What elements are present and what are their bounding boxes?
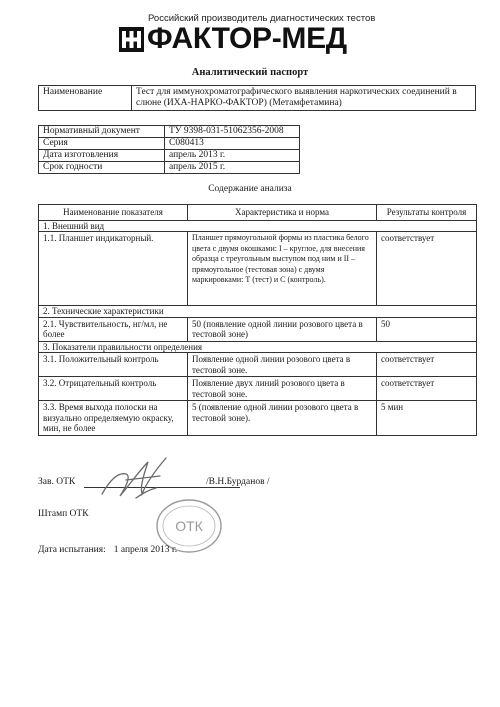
table-row — [39, 377, 477, 401]
table-row — [39, 232, 477, 306]
spec-row — [39, 150, 300, 162]
analysis-header-row — [39, 205, 477, 221]
company-name: ФАКТОР-МЕД — [147, 22, 347, 55]
product-table — [38, 85, 476, 111]
spec-label: Серия — [39, 138, 165, 150]
spec-label: Срок годности — [39, 162, 165, 174]
indicator-result: соответствует — [377, 377, 477, 401]
otk-head-label: Зав. ОТК — [38, 477, 76, 487]
contents-heading: Содержание анализа — [208, 184, 292, 194]
spec-label: Дата изготовления — [39, 150, 165, 162]
indicator-result: соответствует — [377, 232, 477, 306]
manufacturer-tagline: Российский производитель диагностических тестов — [148, 13, 376, 24]
spec-row — [39, 138, 300, 150]
indicator-name: 2.1. Чувствительность, нг/мл, не более — [39, 317, 188, 341]
spec-label: Нормативный документ — [39, 126, 165, 138]
faktor-med-logo-icon — [118, 26, 145, 53]
indicator-norm: Появление одной линии розового цвета в тестовой зоне. — [188, 353, 377, 377]
spec-row — [39, 162, 300, 174]
indicator-result: соответствует — [377, 353, 477, 377]
indicator-norm: 50 (появление одной линии розового цвета в тестовой зоне) — [188, 317, 377, 341]
spec-value: ТУ 9398-031-51062356-2008 — [165, 126, 300, 138]
indicator-norm: Планшет прямоугольной формы из пластика белого цвета с двумя окошками: I – круглое, для внесения образца с треугольным выступом под ним и II – прямоугольное (тестовая зона) с двумя маркировками: Т (тест) и С (контроль). — [188, 232, 377, 306]
indicator-name: 3.2. Отрицательный контроль — [39, 377, 188, 401]
indicator-name: 3.3. Время выхода полоски на визуально определяемую окраску, мин, не более — [39, 401, 188, 436]
indicator-norm: Появление двух линий розового цвета в тестовой зоне. — [188, 377, 377, 401]
company-header — [118, 11, 478, 57]
section-title: 3. Показатели правильности определения — [39, 341, 477, 353]
table-row — [39, 317, 477, 341]
column-header-norm: Характеристика и норма — [188, 205, 377, 221]
product-label: Наименование — [39, 86, 132, 111]
otk-head-name: /В.Н.Бурданов / — [206, 477, 270, 487]
spec-table — [38, 125, 300, 174]
indicator-name: 1.1. Планшет индикаторный. — [39, 232, 188, 306]
indicator-result: 5 мин — [377, 401, 477, 436]
test-date-value: 1 апреля 2013 г. — [113, 545, 178, 555]
test-date-label: Дата испытания: — [38, 545, 106, 555]
section-row — [39, 220, 477, 232]
section-title: 1. Внешний вид — [39, 220, 477, 232]
spec-row — [39, 126, 300, 138]
section-row — [39, 306, 477, 318]
indicator-result: 50 — [377, 317, 477, 341]
column-header-result: Результаты контроля — [377, 205, 477, 221]
table-row — [39, 353, 477, 377]
stamp-text: ОТК — [175, 518, 203, 534]
product-row — [39, 86, 476, 111]
product-value: Тест для иммунохроматографического выявления наркотических соединений в слюне (ИХА-НАРКО-ФАКТОР) (Метамфетамина) — [132, 86, 476, 111]
document-title: Аналитический паспорт — [191, 67, 309, 78]
column-header-indicator: Наименование показателя — [39, 205, 188, 221]
spec-value: С080413 — [165, 138, 300, 150]
spec-value: апрель 2015 г. — [165, 162, 300, 174]
indicator-norm: 5 (появление одной линии розового цвета в тестовой зоне). — [188, 401, 377, 436]
section-row — [39, 341, 477, 353]
stamp-label: Штамп ОТК — [38, 509, 89, 519]
spec-value: апрель 2013 г. — [165, 150, 300, 162]
indicator-name: 3.1. Положительный контроль — [39, 353, 188, 377]
section-title: 2. Технические характеристики — [39, 306, 477, 318]
table-row — [39, 401, 477, 436]
analysis-table — [38, 204, 477, 436]
test-date — [38, 545, 177, 555]
